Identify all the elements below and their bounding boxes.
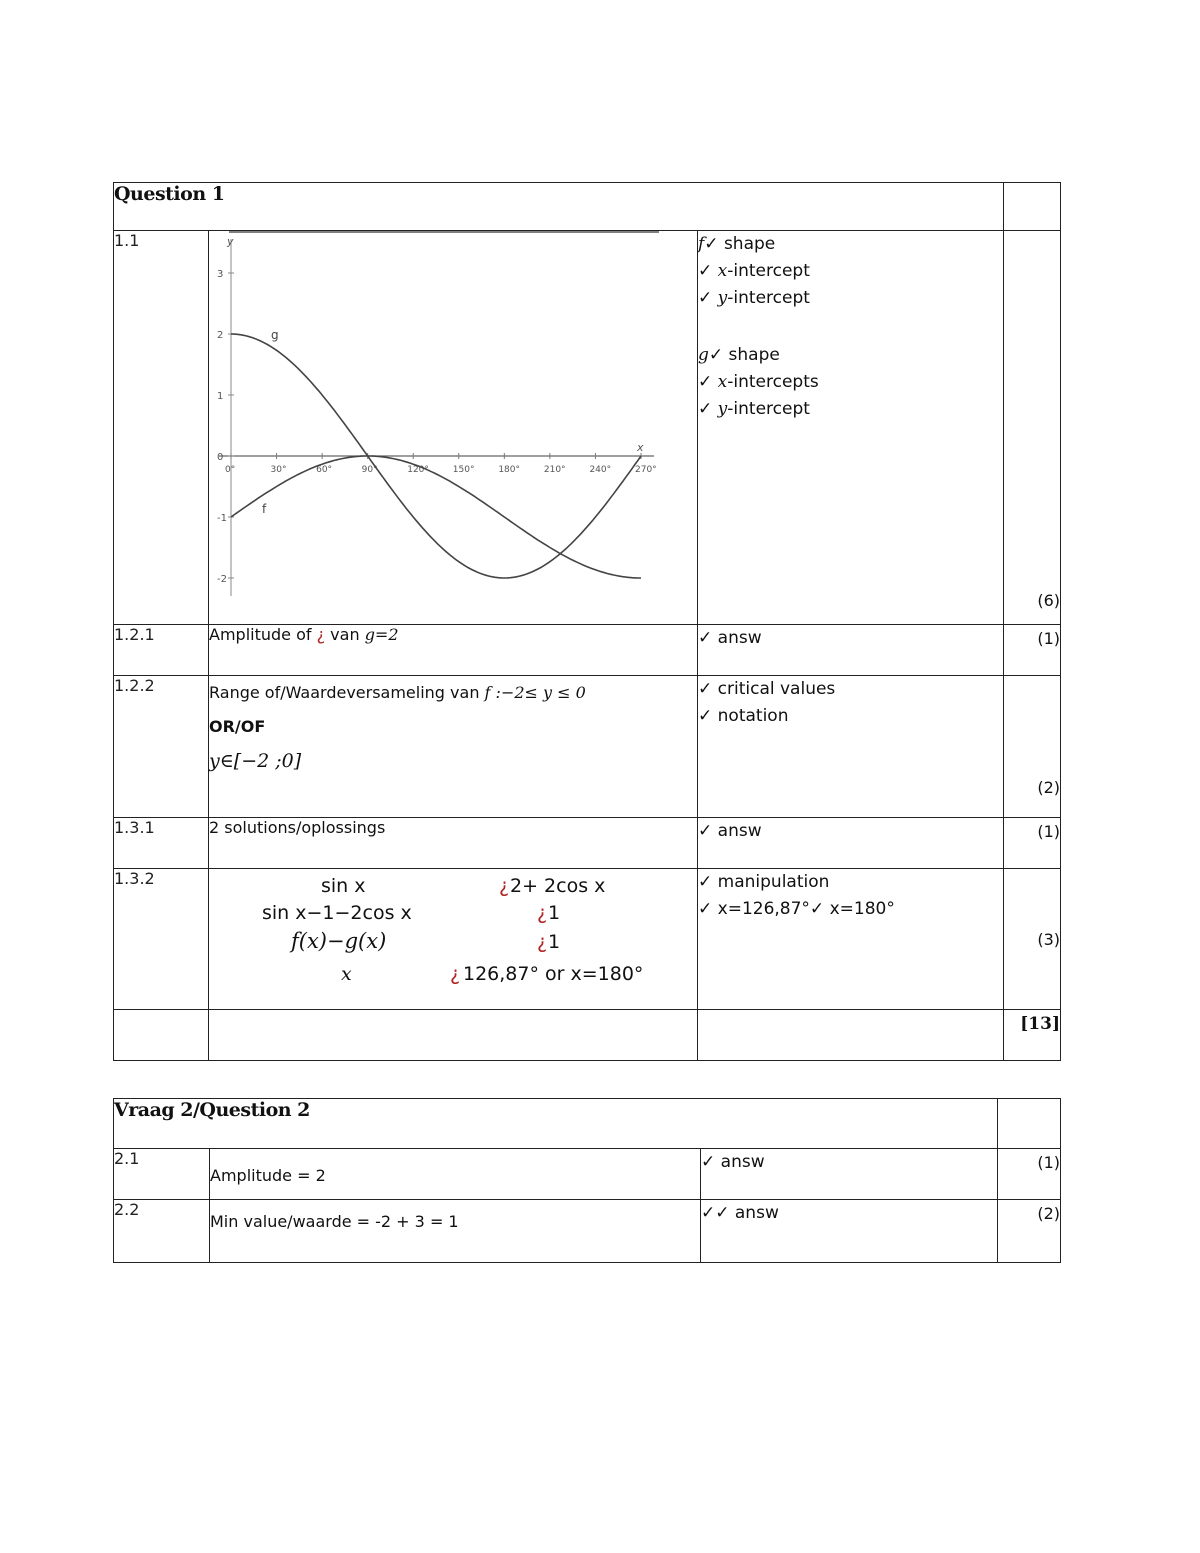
question-number: 1.2.2 xyxy=(114,676,209,818)
question-1-table xyxy=(113,182,1061,1061)
x-tick-label: 0° xyxy=(225,465,236,475)
mark-line: f✓ shape xyxy=(698,234,776,254)
y-tick-label: -1 xyxy=(217,513,227,524)
x-tick-label: 210° xyxy=(543,465,566,475)
x-tick-label: 120° xyxy=(407,465,429,475)
mark: ✓ answ xyxy=(698,625,1004,676)
question-number: 1.1 xyxy=(114,231,209,625)
question-1-title: Question 1 xyxy=(114,183,1004,231)
x-tick-label: 30° xyxy=(270,465,287,475)
question-number: 2.2 xyxy=(114,1200,210,1263)
mark: ✓✓ answ xyxy=(701,1200,998,1263)
score: (1) xyxy=(1004,625,1061,676)
x-tick-label: 150° xyxy=(452,465,475,475)
answer-text: Range of/Waardeversameling van f :−2≤ y ≤ 0 OR/OF y∈[−2 ;0] xyxy=(209,676,698,818)
mark: ✓ answ xyxy=(701,1149,998,1200)
score: (1) xyxy=(1004,818,1061,869)
curve-f-label: f xyxy=(262,502,267,516)
mark-allocation: ✓ manipulation ✓ x=126,87°✓ x=180° xyxy=(698,869,1004,1010)
x-axis-label: x xyxy=(637,441,644,454)
question-number: 1.2.1 xyxy=(114,625,209,676)
trig-graph xyxy=(209,231,698,620)
y-tick-label: 2 xyxy=(217,330,224,341)
x-tick-label: 240° xyxy=(589,465,612,475)
answer-text: Amplitude = 2 xyxy=(210,1149,701,1200)
y-tick-label: 3 xyxy=(217,269,224,280)
mark-allocation: f✓ shape ✓ x-intercept ✓ y-intercept g✓ shape ✓ x-intercepts ✓ y-intercept xyxy=(698,231,1004,625)
x-tick-label: 90° xyxy=(361,465,378,475)
score: (2) xyxy=(998,1200,1061,1263)
curve-f xyxy=(231,456,641,578)
score: (1) xyxy=(998,1149,1061,1200)
answer-text: 2 solutions/oplossings xyxy=(209,818,698,869)
x-tick-label: 60° xyxy=(316,465,333,475)
y-axis-label: y xyxy=(227,235,234,248)
y-tick-label: 1 xyxy=(217,391,224,402)
answer-text: Min value/waarde = -2 + 3 = 1 xyxy=(210,1200,701,1263)
answer-text: Amplitude of ¿ van g=2 xyxy=(209,625,698,676)
score: (3) xyxy=(1004,869,1061,1010)
y-tick-label: -2 xyxy=(217,574,227,585)
question-2-title: Vraag 2/Question 2 xyxy=(114,1099,998,1149)
question-2-table xyxy=(113,1098,1061,1263)
y-tick-label: 0 xyxy=(217,452,224,463)
mark: ✓ answ xyxy=(698,818,1004,869)
working: sin x ¿ 2+ 2cos x sin x−1−2cos x ¿ 1 f(x)−g(x) ¿ 1 x ¿ 126,87° or x=180° xyxy=(209,869,698,1010)
curve-g-label: g xyxy=(271,328,279,342)
question-number: 1.3.2 xyxy=(114,869,209,1010)
x-tick-label: 180° xyxy=(498,465,521,475)
score: (2) xyxy=(1004,676,1061,818)
score: (6) xyxy=(1004,231,1061,625)
question-number: 1.3.1 xyxy=(114,818,209,869)
graph-cell xyxy=(209,231,698,625)
mark-allocation: ✓ critical values ✓ notation xyxy=(698,676,1004,818)
x-tick-label: 270° xyxy=(635,465,657,475)
question-number: 2.1 xyxy=(114,1149,210,1200)
total-score: [13] xyxy=(1004,1010,1061,1061)
